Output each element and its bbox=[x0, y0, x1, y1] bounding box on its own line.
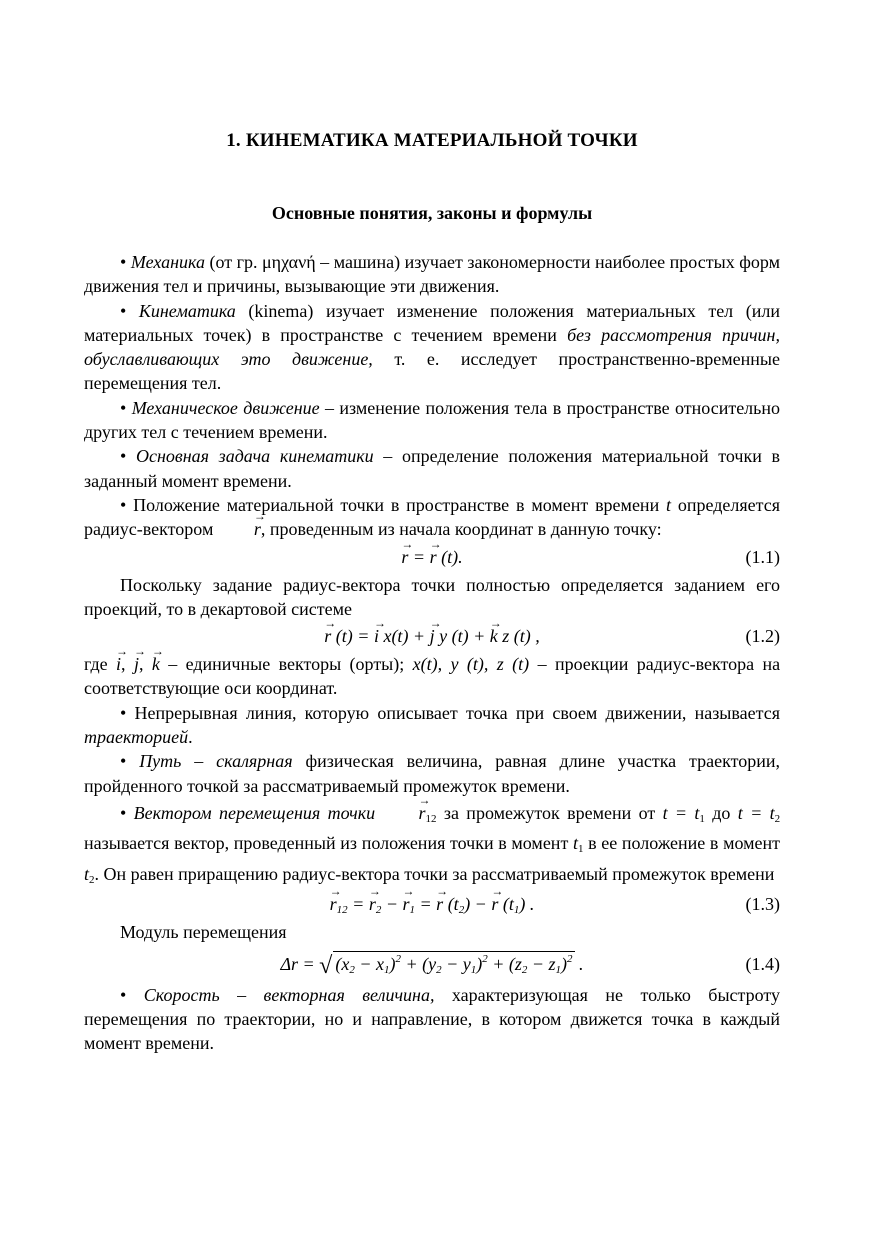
equation-1-4 bbox=[84, 945, 780, 983]
paragraph-text: где bbox=[84, 654, 108, 675]
paragraph-displacement-modulus bbox=[84, 920, 780, 944]
subscript: 12 bbox=[425, 812, 437, 825]
bullet: • bbox=[120, 802, 127, 823]
superscript: 2 bbox=[395, 952, 401, 965]
equation-term: (t bbox=[502, 894, 514, 915]
paragraph-text: (kinema) изучает изменение положения материальных тел (или материальных точек) в пространстве с течением времени bbox=[84, 300, 780, 345]
symbol-r-vector: → r bbox=[401, 542, 408, 573]
equation-term: (x bbox=[335, 953, 350, 974]
bullet: • bbox=[120, 494, 127, 515]
equation-number: (1.4) bbox=[745, 953, 780, 974]
paragraph-text: до bbox=[712, 802, 731, 823]
paragraph-trajectory bbox=[84, 701, 780, 750]
term-main-task: Основная задача кинематики bbox=[135, 446, 374, 467]
symbol-r-vector: → r bbox=[324, 621, 331, 652]
symbol-k-vector: → k bbox=[152, 652, 160, 676]
paragraph-text: в ее положение в момент bbox=[588, 833, 781, 854]
equation-expression bbox=[84, 889, 780, 920]
paragraph-unit-vectors bbox=[84, 652, 780, 701]
equation-number: (1.2) bbox=[745, 626, 780, 647]
symbol-zt: z (t) bbox=[496, 654, 530, 675]
subscript: 1 bbox=[409, 904, 416, 917]
bullet: • bbox=[120, 751, 127, 772]
equation-number: (1.1) bbox=[745, 546, 780, 567]
paragraph-mechanics bbox=[84, 250, 780, 299]
paragraph-text: физическая величина, равная длине участка траектории, пройденного точкой за рассматриваемый промежуток времени. bbox=[84, 751, 781, 796]
equation-expression bbox=[84, 621, 780, 652]
subscript: 1 bbox=[577, 843, 584, 856]
symbol-text: t bbox=[84, 863, 90, 884]
punctuation: , bbox=[138, 654, 144, 675]
equation-term: (t) = bbox=[335, 626, 370, 647]
symbol-i-vector: → i bbox=[374, 621, 379, 652]
operator: = bbox=[412, 546, 426, 567]
superscript: 2 bbox=[567, 952, 573, 965]
paragraph-mechanical-motion bbox=[84, 396, 780, 445]
subscript: 2 bbox=[458, 904, 465, 917]
paragraph-text: – определение положения материальной точки в заданный момент времени. bbox=[84, 446, 781, 491]
equation-expression bbox=[84, 542, 780, 573]
subscript: 12 bbox=[336, 904, 348, 917]
paragraph-text: Положение материальной точки в пространстве в момент времени bbox=[133, 494, 660, 515]
symbol-t2 bbox=[84, 864, 95, 884]
subscript: 2 bbox=[774, 812, 781, 825]
chapter-title: 1. КИНЕМАТИКА МАТЕРИАЛЬНОЙ ТОЧКИ bbox=[226, 130, 638, 151]
symbol-t: t bbox=[666, 494, 672, 515]
paragraph-text: (от гр. μηχανή – машина) изучает закономерности наиболее простых форм движения тел и причины, вызывающие эти движения. bbox=[84, 252, 780, 297]
square-root-sign: √ bbox=[319, 952, 333, 979]
symbol-r-vector: → r bbox=[330, 889, 337, 920]
equation-1-2 bbox=[84, 621, 780, 652]
symbol-r-vector: → r bbox=[218, 517, 261, 541]
paragraph-text: определяется радиус-вектором bbox=[84, 494, 781, 540]
subscript: 1 bbox=[699, 812, 705, 825]
bullet: • bbox=[120, 702, 127, 723]
punctuation: . bbox=[579, 953, 584, 974]
bullet: • bbox=[120, 446, 127, 467]
symbol-r-vector: → r bbox=[369, 889, 376, 920]
symbol-text: t = t bbox=[737, 802, 775, 823]
term-kinematics: Кинематика bbox=[138, 300, 236, 321]
paragraph-text: . Он равен приращению радиус-вектора точки за рассматриваемый промежуток времени bbox=[94, 863, 775, 884]
equation-term: Δr = bbox=[280, 953, 315, 974]
bullet: • bbox=[120, 984, 127, 1005]
paragraph-path bbox=[84, 749, 780, 798]
paragraph-text: за промежуток времени от bbox=[443, 802, 656, 823]
symbol-r-vector: → r bbox=[436, 889, 443, 920]
symbol-k-vector: → k bbox=[490, 621, 498, 652]
bullet: • bbox=[120, 300, 127, 321]
term-trajectory: траекторией bbox=[84, 727, 189, 748]
operator: = bbox=[419, 894, 432, 915]
symbol-text: t bbox=[572, 833, 578, 854]
equation-argument: (t). bbox=[441, 546, 463, 567]
symbol-i-vector: → i bbox=[116, 652, 121, 676]
equation-term: + (z bbox=[492, 953, 522, 974]
equation-term: − y bbox=[446, 953, 471, 974]
symbol-r-vector: → r bbox=[383, 798, 426, 829]
symbol-t-eq-t2 bbox=[738, 803, 780, 823]
operator: = bbox=[352, 894, 365, 915]
equation-term: − x bbox=[359, 953, 384, 974]
subscript: 2 bbox=[436, 963, 442, 976]
paragraph-main-task bbox=[84, 444, 780, 493]
paragraph-text: Непрерывная линия, которую описывает точка при своем движении, называется bbox=[134, 702, 780, 723]
paragraph-velocity bbox=[84, 983, 780, 1056]
bullet: • bbox=[120, 397, 127, 418]
subscript: 1 bbox=[470, 963, 477, 976]
equation-expression bbox=[84, 945, 780, 985]
bullet: • bbox=[120, 252, 127, 272]
paragraph-text: Модуль перемещения bbox=[120, 922, 287, 943]
symbol-r-vector: → r bbox=[491, 889, 498, 920]
subscript: 2 bbox=[521, 963, 528, 976]
subscript: 1 bbox=[513, 904, 520, 917]
term-mechanics: Механика bbox=[130, 252, 205, 272]
equation-term: ) − bbox=[464, 894, 487, 915]
equation-term: ) . bbox=[519, 894, 535, 915]
symbol-t-eq-t1 bbox=[663, 803, 705, 823]
equation-number: (1.3) bbox=[745, 894, 780, 915]
equation-1-3 bbox=[84, 889, 780, 920]
paragraph-displacement bbox=[84, 798, 780, 890]
paragraph-text: характеризующая не только быстроту перемещения по траектории, но и направление, в котором движется точка в каждый момент времени. bbox=[84, 984, 781, 1054]
symbol-text: t = t bbox=[662, 802, 700, 823]
paragraph-text: Поскольку задание радиус-вектора точки полностью определяется заданием его проекций, то в декартовой системе bbox=[84, 574, 780, 619]
equation-term: ) bbox=[389, 953, 396, 974]
superscript: 2 bbox=[482, 952, 488, 965]
symbol-r-vector: → r bbox=[403, 889, 410, 920]
equation-term: x(t) + bbox=[383, 626, 426, 647]
operator: − bbox=[385, 894, 398, 915]
paragraph-text: – проекции радиус-вектора на соответствующие оси координат. bbox=[84, 654, 781, 699]
symbol-r-vector: → r bbox=[430, 542, 437, 573]
equation-term: z (t) , bbox=[502, 626, 540, 647]
punctuation: , bbox=[121, 654, 126, 675]
symbol-j-vector: → j bbox=[134, 652, 139, 676]
punctuation: . bbox=[188, 727, 193, 748]
emphasis-text: без рассмотрения причин, обуславливающих это движение, bbox=[84, 324, 780, 370]
equation-term: (t bbox=[447, 894, 459, 915]
symbol-t1 bbox=[572, 833, 584, 856]
equation-term: ) bbox=[476, 953, 483, 974]
paragraph-text: т. е. исследует пространственно-временные перемещения тел. bbox=[84, 349, 780, 394]
paragraph-text: называется вектор, проведенный из положения точки в момент bbox=[84, 833, 569, 854]
symbol-j-vector: → j bbox=[430, 621, 435, 652]
section-subtitle: Основные понятия, законы и формулы bbox=[271, 203, 593, 223]
equation-term: + (y bbox=[405, 953, 437, 974]
paragraph-text: – изменение положения тела в пространстве относительно других тел с течением времени. bbox=[84, 397, 781, 443]
paragraph-text: , проведенным из начала координат в данную точку: bbox=[260, 519, 662, 540]
equation-term: y (t) + bbox=[439, 626, 486, 647]
symbol-xt: x(t), bbox=[412, 654, 443, 675]
body-text bbox=[84, 250, 780, 1056]
term-displacement: Вектором перемещения точки bbox=[133, 802, 376, 823]
paragraph-text: – единичные векторы (орты); bbox=[168, 654, 405, 675]
term-velocity: Скорость – векторная величина, bbox=[143, 984, 435, 1005]
subscript: 1 bbox=[383, 963, 390, 976]
term-mechanical-motion: Механическое движение bbox=[131, 397, 320, 418]
equation-1-1 bbox=[84, 542, 780, 573]
radicand bbox=[333, 951, 574, 976]
subscript: 2 bbox=[349, 963, 355, 976]
subscript: 1 bbox=[555, 963, 562, 976]
symbol-yt: y (t), bbox=[450, 654, 489, 675]
equation-term: ) bbox=[561, 953, 568, 974]
subscript: 2 bbox=[89, 873, 95, 886]
paragraph-kinematics bbox=[84, 299, 780, 396]
term-path: Путь – скалярная bbox=[139, 751, 293, 772]
subscript: 2 bbox=[375, 904, 382, 917]
equation-term: − z bbox=[531, 953, 556, 974]
symbol-r12 bbox=[383, 803, 437, 823]
